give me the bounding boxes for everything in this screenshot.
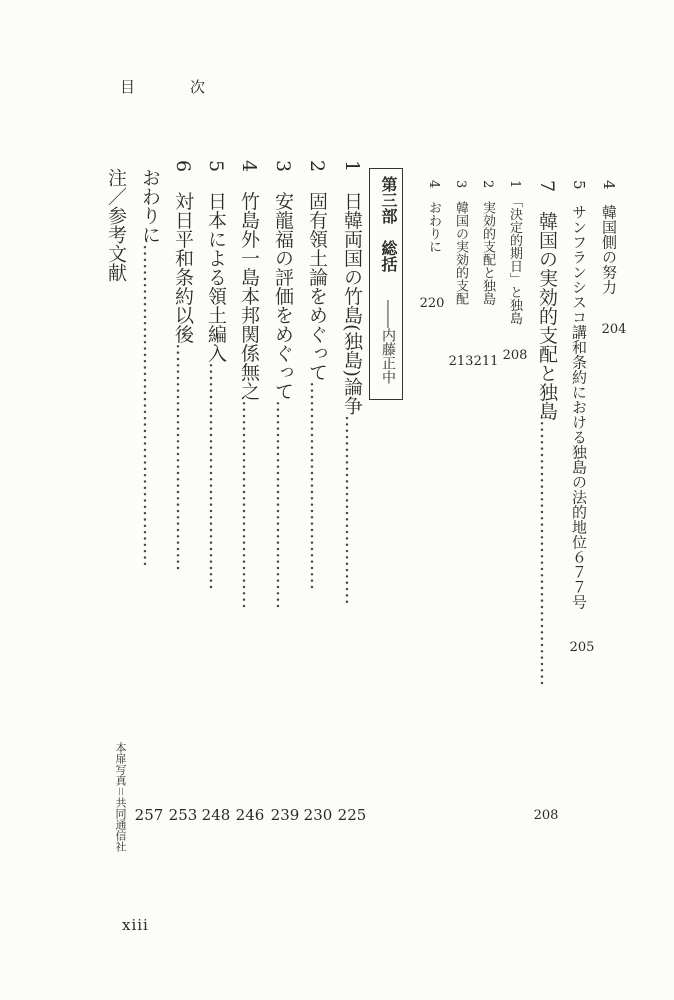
dash: ――	[380, 300, 396, 328]
entry-title: 安龍福の評価をめぐって	[272, 191, 294, 401]
toc-entry-closing[interactable]	[137, 168, 164, 567]
toc-entry-part3-chapter-4[interactable]	[236, 160, 263, 609]
entry-title: 韓国の実効的支配と独島	[536, 211, 558, 421]
part-title: 第三部 総括	[379, 176, 398, 272]
page-number: 211	[473, 354, 499, 369]
entry-title: おわりに	[139, 168, 161, 244]
toc-entry-section-5[interactable]	[569, 180, 590, 610]
page-number: 239	[270, 806, 300, 824]
entry-title: 「決定的期日」と独島	[507, 201, 522, 325]
page-number: 253	[168, 806, 198, 824]
toc-entry-sub-1[interactable]	[505, 180, 524, 325]
leader-dots: …………………………	[341, 414, 363, 605]
toc-entry-part3-chapter-6[interactable]	[170, 160, 197, 571]
entry-title: 固有領土論をめぐって	[306, 191, 328, 382]
leader-dots: ……………………………………	[536, 420, 558, 687]
entry-title: 韓国側の努力	[600, 204, 618, 295]
page-number: 208	[533, 808, 559, 823]
entry-number: 5	[205, 160, 227, 173]
leader-dots: ……………………………	[272, 400, 294, 610]
photo-credit: 本扉写真＝共同通信社	[114, 742, 127, 852]
entry-number: 4	[426, 180, 441, 189]
entry-number: 4	[238, 160, 260, 173]
entry-title: 日韓両国の竹島(独島)論争	[341, 191, 363, 415]
toc-entry-part3-chapter-1[interactable]	[339, 160, 366, 605]
entry-title: 対日平和条約以後	[172, 191, 194, 344]
entry-title: サンフランシスコ講和条約における独島の法的地位６７７号	[570, 204, 588, 610]
page-number: 230	[303, 806, 333, 824]
toc-entry-chapter-7[interactable]	[534, 180, 561, 686]
page-number: 257	[134, 806, 164, 824]
entry-number: 5	[570, 180, 588, 190]
page-number: 225	[337, 806, 367, 824]
entry-number: 3	[453, 180, 468, 189]
page-number: 208	[502, 348, 528, 363]
entry-number: 4	[600, 180, 618, 190]
entry-number: 2	[480, 180, 495, 189]
entry-title: おわりに	[426, 201, 441, 254]
toc-entry-sub-2[interactable]	[478, 180, 497, 305]
folio: xiii	[122, 916, 149, 934]
leader-dots: ……………………………	[306, 381, 328, 591]
page-number: 220	[419, 296, 445, 311]
author-name: 内藤正中	[380, 328, 396, 384]
toc-header: 目 次	[120, 78, 226, 96]
entry-title: 韓国の実効的支配	[453, 201, 468, 306]
part-author	[378, 300, 398, 384]
entry-number: 1	[507, 180, 522, 189]
leader-dots: ……………………………	[238, 400, 260, 610]
entry-title: 日本による領土編入	[205, 191, 227, 363]
entry-title: 実効的支配と独島	[480, 201, 495, 306]
entry-number: 3	[272, 160, 294, 173]
page-number: 213	[448, 354, 474, 369]
toc-entry-section-4[interactable]	[599, 180, 620, 295]
toc-entry-part3-chapter-2[interactable]	[304, 160, 331, 590]
toc-entry-sub-3[interactable]	[451, 180, 470, 305]
entry-number: 1	[341, 160, 363, 173]
toc-entry-notes[interactable]: 注／参考文献	[105, 168, 127, 282]
page-number: 205	[569, 640, 595, 655]
toc-entry-part3-chapter-3[interactable]	[270, 160, 297, 609]
entry-number: 2	[306, 160, 328, 173]
page-number: 248	[201, 806, 231, 824]
leader-dots: ………………………………	[205, 362, 227, 591]
page-number: 204	[601, 322, 627, 337]
entry-number: 7	[536, 180, 558, 193]
toc-entry-part3-chapter-5[interactable]	[203, 160, 230, 590]
page-number: 246	[235, 806, 265, 824]
toc-entry-sub-4[interactable]	[424, 180, 443, 253]
entry-title: 竹島外一島本邦関係無之	[238, 191, 260, 401]
leader-dots: ………………………………	[172, 343, 194, 572]
entry-number: 6	[172, 160, 194, 173]
leader-dots: ……………………………………………	[139, 244, 161, 567]
